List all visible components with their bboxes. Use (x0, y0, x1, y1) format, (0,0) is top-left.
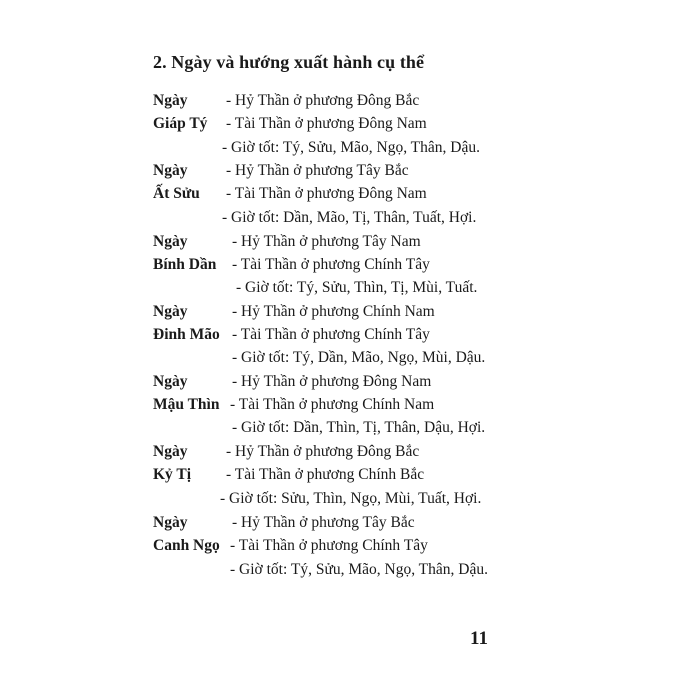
entry-hy-than: - Hỷ Thần ở phương Chính Nam (232, 303, 435, 320)
entry-gio-tot: - Giờ tốt: Tý, Sửu, Mão, Ngọ, Thân, Dậu. (222, 139, 480, 156)
entry-tai-than: - Tài Thần ở phương Chính Bắc (226, 466, 425, 483)
entry-day-name: Giáp Tý (153, 115, 208, 132)
entry-label: Ngày (153, 373, 188, 390)
entry-gio-tot: - Giờ tốt: Dần, Mão, Tị, Thân, Tuất, Hợi. (222, 209, 477, 226)
entry-gio-tot: - Giờ tốt: Tý, Sửu, Mão, Ngọ, Thân, Dậu. (230, 561, 488, 578)
entry-day-name: Bính Dần (153, 256, 217, 273)
entry-tai-than: - Tài Thần ở phương Chính Tây (232, 326, 430, 343)
entry-day-name: Ất Sửu (153, 185, 200, 202)
entry-label: Ngày (153, 233, 188, 250)
entry-label: Ngày (153, 514, 188, 531)
entry-day-name: Canh Ngọ (153, 537, 220, 554)
entry-hy-than: - Hỷ Thần ở phương Đông Bắc (226, 443, 420, 460)
entry-label: Ngày (153, 92, 188, 109)
entry-tai-than: - Tài Thần ở phương Đông Nam (226, 185, 427, 202)
entry-day-name: Kỷ Tị (153, 466, 192, 483)
entry-tai-than: - Tài Thần ở phương Đông Nam (226, 115, 427, 132)
entry-hy-than: - Hỷ Thần ở phương Đông Nam (232, 373, 432, 390)
entry-hy-than: - Hỷ Thần ở phương Tây Bắc (226, 162, 409, 179)
entry-day-name: Đinh Mão (153, 326, 220, 343)
entry-label: Ngày (153, 162, 188, 179)
entry-label: Ngày (153, 443, 188, 460)
entry-gio-tot: - Giờ tốt: Tý, Sửu, Thìn, Tị, Mùi, Tuất. (236, 279, 478, 296)
page-number: 11 (470, 628, 488, 649)
section-title: 2. Ngày và hướng xuất hành cụ thể (153, 52, 425, 72)
entry-tai-than: - Tài Thần ở phương Chính Tây (230, 537, 428, 554)
entry-tai-than: - Tài Thần ở phương Chính Nam (230, 396, 435, 413)
entry-gio-tot: - Giờ tốt: Tý, Dần, Mão, Ngọ, Mùi, Dậu. (232, 349, 486, 366)
entry-label: Ngày (153, 303, 188, 320)
entry-tai-than: - Tài Thần ở phương Chính Tây (232, 256, 430, 273)
entry-hy-than: - Hỷ Thần ở phương Tây Nam (232, 233, 421, 250)
entry-hy-than: - Hỷ Thần ở phương Đông Bắc (226, 92, 420, 109)
entry-hy-than: - Hỷ Thần ở phương Tây Bắc (232, 514, 415, 531)
entry-day-name: Mậu Thìn (153, 396, 220, 413)
entry-gio-tot: - Giờ tốt: Dần, Thìn, Tị, Thân, Dậu, Hợi. (232, 419, 486, 436)
entry-gio-tot: - Giờ tốt: Sửu, Thìn, Ngọ, Mùi, Tuất, Hợi. (220, 490, 482, 507)
